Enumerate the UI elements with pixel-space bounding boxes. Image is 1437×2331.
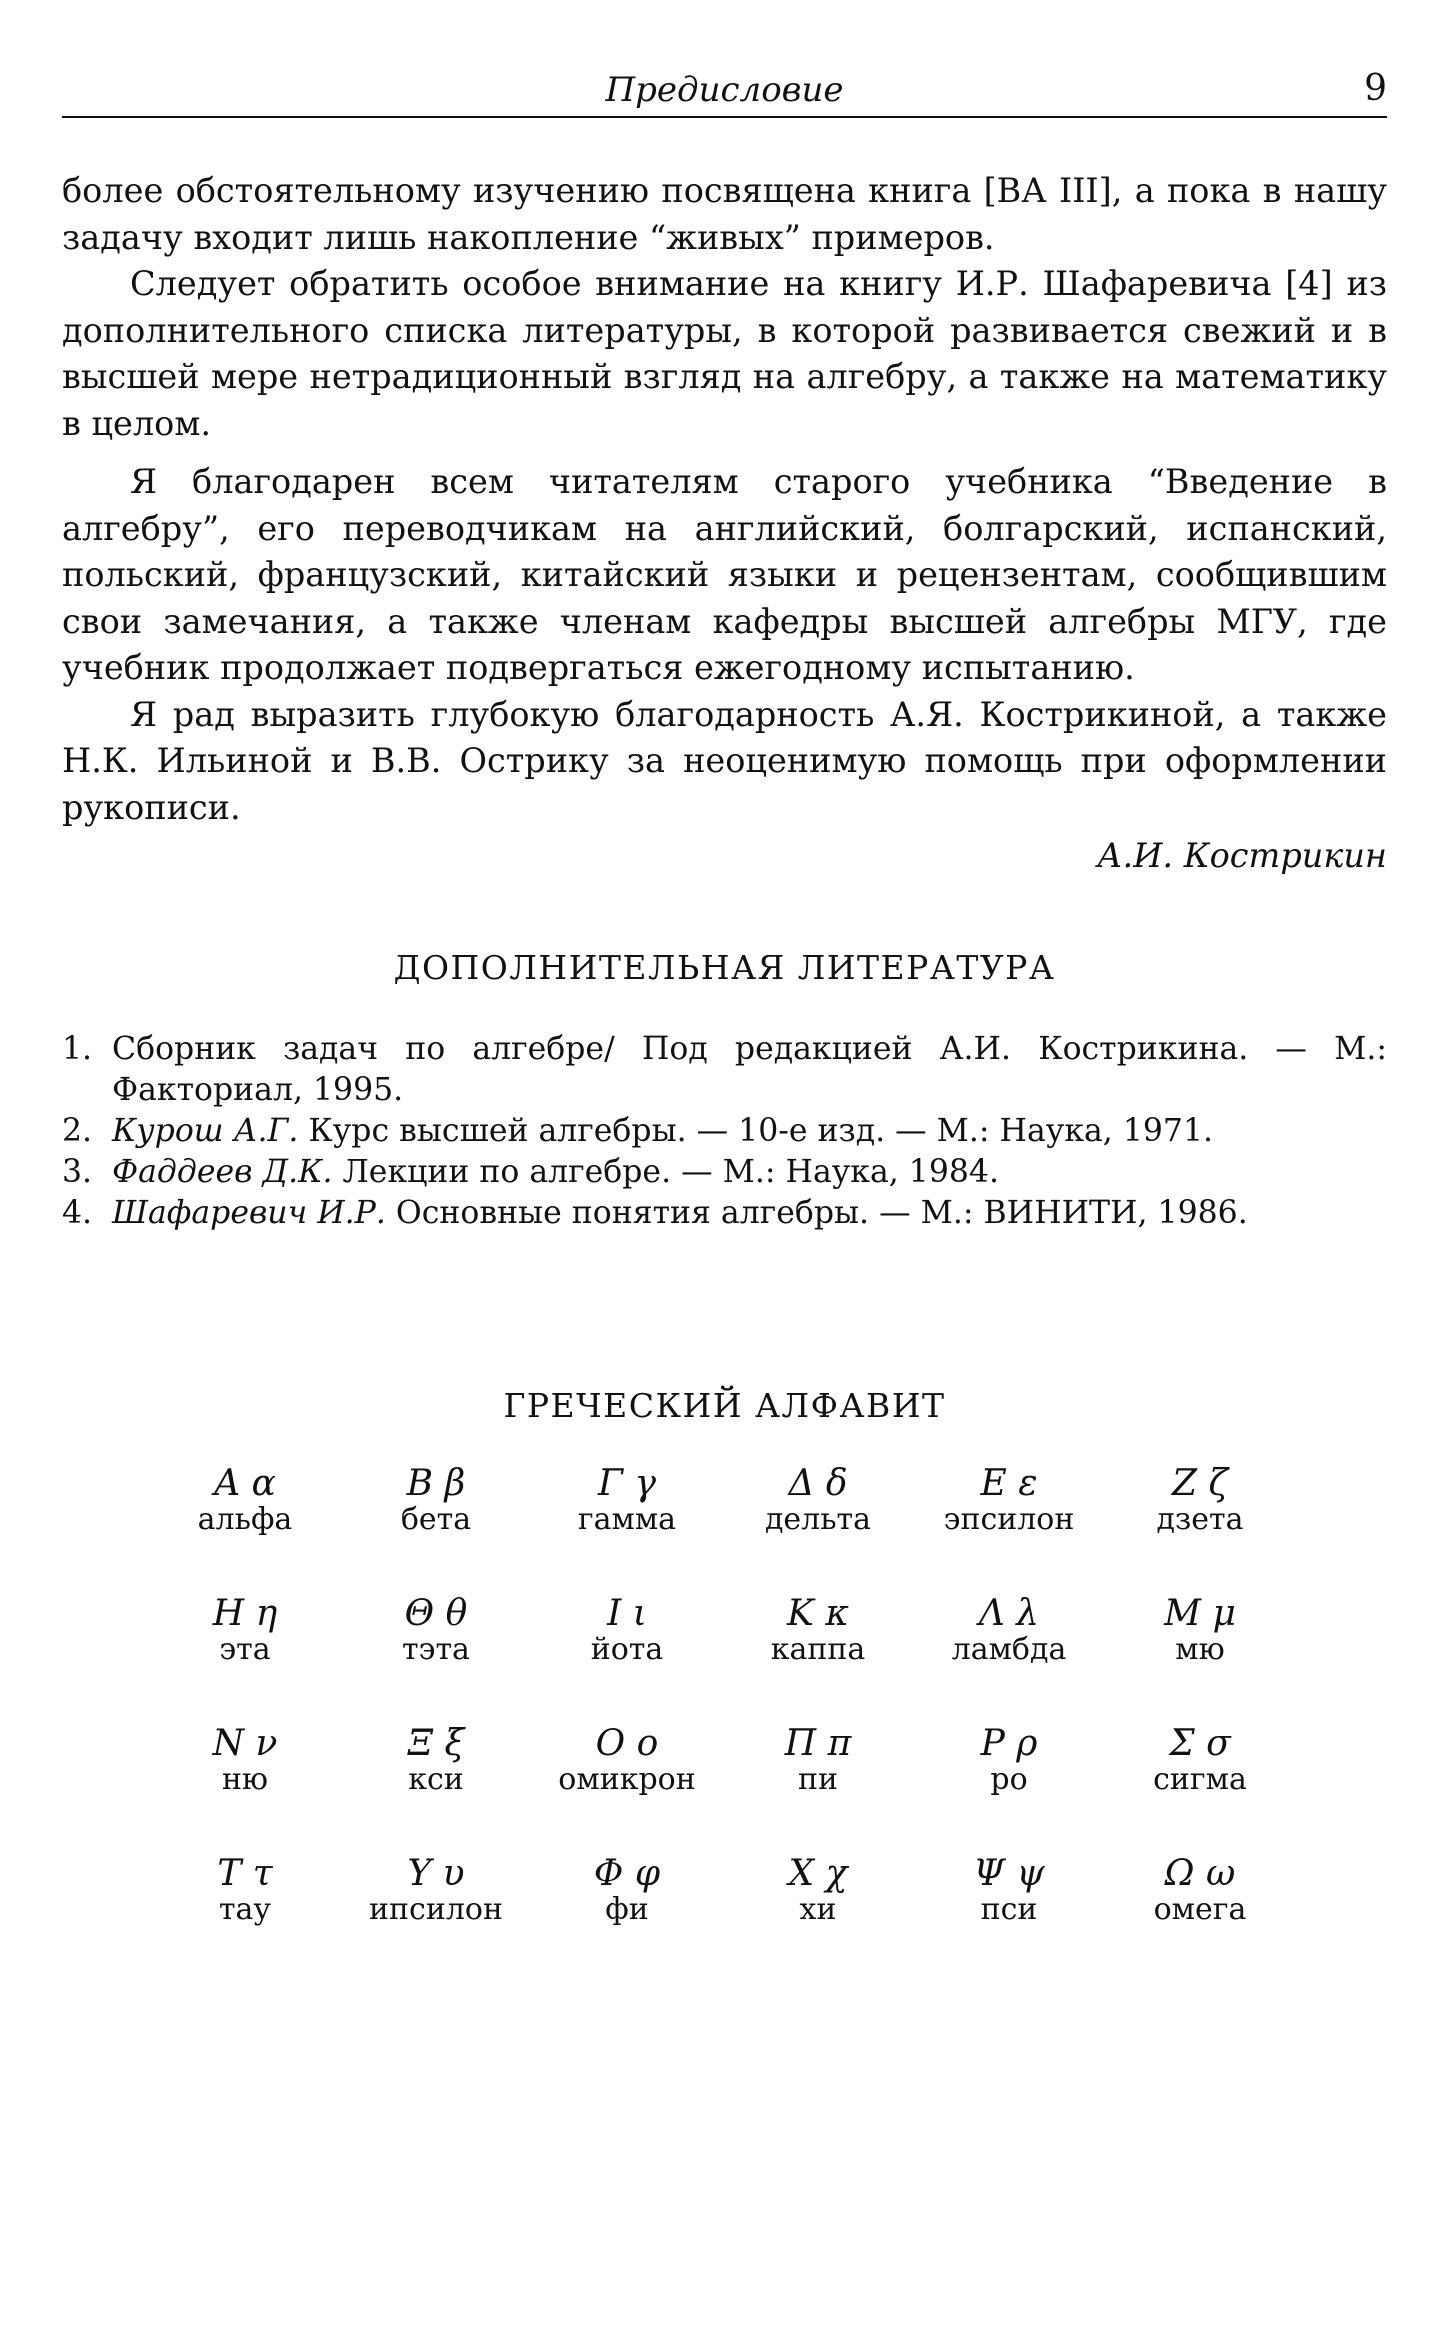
greek-letter-cell bbox=[359, 1462, 514, 1537]
reference-number: 4. bbox=[62, 1194, 93, 1231]
paragraph: Я рад выразить глубокую благодарность А.Я. Кострикиной, а также Н.К. Ильиной и В.В. Острику за неоценимую помощь при оформлении рукописи. bbox=[62, 694, 1387, 827]
greek-letter-cell bbox=[550, 1722, 705, 1797]
greek-letter-name: пси bbox=[980, 1891, 1038, 1927]
author-signature: А.И. Кострикин bbox=[1097, 836, 1387, 875]
greek-letter-cell bbox=[168, 1462, 323, 1537]
greek-letter-glyphs: Ζ ζ bbox=[1172, 1462, 1228, 1504]
greek-letter-glyphs: Ε ε bbox=[980, 1462, 1038, 1504]
reference-body: Сборник задач по алгебре/ Под редакцией А.И. Кострикина. — М.: Факториал, 1995. bbox=[112, 1030, 1387, 1108]
greek-letter-glyphs: Δ δ bbox=[788, 1462, 848, 1504]
reference-text bbox=[112, 1193, 1387, 1234]
greek-letter-glyphs: Β β bbox=[406, 1462, 466, 1504]
greek-letter-cell bbox=[932, 1722, 1087, 1797]
greek-letter-cell bbox=[550, 1462, 705, 1537]
greek-letter-name: мю bbox=[1175, 1631, 1225, 1667]
greek-letter-cell bbox=[1123, 1462, 1278, 1537]
greek-letter-glyphs: Ν ν bbox=[212, 1722, 278, 1764]
references-heading: ДОПОЛНИТЕЛЬНАЯ ЛИТЕРАТУРА bbox=[393, 947, 1056, 987]
reference-number: 1. bbox=[62, 1030, 93, 1067]
greek-alphabet-table bbox=[58, 1462, 1387, 1927]
reference-author: Курош А.Г. bbox=[112, 1112, 299, 1149]
greek-alphabet-heading: ГРЕЧЕСКИЙ АЛФАВИТ bbox=[503, 1385, 946, 1425]
greek-letter-name: хи bbox=[799, 1891, 837, 1927]
page-number: 9 bbox=[1364, 68, 1387, 109]
greek-letter-glyphs: Ρ ρ bbox=[980, 1722, 1038, 1764]
greek-letter-cell bbox=[1123, 1592, 1278, 1667]
reference-author: Фаддеев Д.К. bbox=[112, 1153, 333, 1190]
greek-letter-glyphs: Ι ι bbox=[607, 1592, 647, 1634]
greek-letter-glyphs: Γ γ bbox=[598, 1462, 656, 1504]
book-page bbox=[62, 60, 1387, 1927]
greek-letter-name: фи bbox=[605, 1891, 649, 1927]
greek-letter-glyphs: Η η bbox=[212, 1592, 278, 1634]
greek-letter-name: ро bbox=[990, 1761, 1028, 1797]
reference-body: Курс высшей алгебры. — 10-е изд. — М.: Наука, 1971. bbox=[298, 1112, 1214, 1149]
greek-letter-cell bbox=[550, 1592, 705, 1667]
greek-letter-cell bbox=[168, 1592, 323, 1667]
greek-letter-cell bbox=[741, 1852, 896, 1927]
greek-letter-name: ламбда bbox=[951, 1631, 1067, 1667]
paragraph: Следует обратить особое внимание на книгу И.Р. Шафаревича [4] из дополнительного списка литературы, в которой развивается свежий и в высшей мере нетрадиционный взгляд на алгебру, а также на математику в целом. bbox=[62, 264, 1387, 443]
greek-letter-cell bbox=[741, 1462, 896, 1537]
reference-text bbox=[112, 1111, 1387, 1152]
greek-letter-name: йота bbox=[590, 1631, 664, 1667]
reference-body: Основные понятия алгебры. — М.: ВИНИТИ, 1986. bbox=[385, 1194, 1248, 1231]
reference-list bbox=[62, 1029, 1387, 1234]
greek-letter-cell bbox=[1123, 1852, 1278, 1927]
preface-text bbox=[62, 168, 1387, 880]
greek-letter-glyphs: Υ υ bbox=[407, 1852, 465, 1894]
reference-item bbox=[62, 1029, 1387, 1111]
greek-letter-glyphs: Κ κ bbox=[787, 1592, 849, 1634]
greek-letter-glyphs: Α α bbox=[214, 1462, 276, 1504]
reference-number: 3. bbox=[62, 1153, 93, 1190]
reference-number: 2. bbox=[62, 1112, 93, 1149]
greek-letter-name: омега bbox=[1153, 1891, 1247, 1927]
greek-letter-glyphs: Ψ ψ bbox=[973, 1852, 1045, 1894]
reference-item bbox=[62, 1193, 1387, 1234]
greek-letter-cell bbox=[932, 1462, 1087, 1537]
greek-letter-cell bbox=[1123, 1722, 1278, 1797]
greek-letter-name: каппа bbox=[770, 1631, 866, 1667]
greek-letter-name: омикрон bbox=[558, 1761, 696, 1797]
greek-letter-name: кси bbox=[408, 1761, 464, 1797]
greek-letter-cell bbox=[359, 1852, 514, 1927]
greek-letter-cell bbox=[741, 1592, 896, 1667]
greek-letter-name: сигма bbox=[1153, 1761, 1247, 1797]
greek-letter-name: пи bbox=[798, 1761, 838, 1797]
paragraph: Я благодарен всем читателям старого учебника “Введение в алгебру”, его переводчикам на английский, болгарский, испанский, польский, французский, китайский языки и рецензентам, сообщившим свои замечания, а также членам кафедры высшей алгебры МГУ, где учебник продолжает подвергаться ежегодному испытанию. bbox=[62, 462, 1387, 687]
greek-letter-name: дельта bbox=[764, 1501, 872, 1537]
greek-letter-glyphs: Λ λ bbox=[978, 1592, 1040, 1634]
greek-letter-glyphs: Χ χ bbox=[788, 1852, 848, 1894]
greek-letter-glyphs: Φ φ bbox=[593, 1852, 661, 1894]
greek-letter-cell bbox=[168, 1722, 323, 1797]
greek-letter-name: ипсилон bbox=[369, 1891, 503, 1927]
greek-letter-name: ню bbox=[221, 1761, 269, 1797]
reference-item bbox=[62, 1152, 1387, 1193]
greek-letter-name: эпсилон bbox=[943, 1501, 1075, 1537]
reference-text bbox=[112, 1152, 1387, 1193]
greek-letter-glyphs: Τ τ bbox=[217, 1852, 273, 1894]
greek-letter-name: дзета bbox=[1156, 1501, 1244, 1537]
greek-letter-cell bbox=[550, 1852, 705, 1927]
greek-letter-name: эта bbox=[219, 1631, 271, 1667]
greek-letter-glyphs: Θ θ bbox=[404, 1592, 468, 1634]
greek-letter-name: тэта bbox=[402, 1631, 470, 1667]
greek-letter-cell bbox=[359, 1722, 514, 1797]
reference-author: Шафаревич И.Р. bbox=[112, 1194, 386, 1231]
reference-body: Лекции по алгебре. — М.: Наука, 1984. bbox=[332, 1153, 999, 1190]
greek-letter-glyphs: Ω ω bbox=[1164, 1852, 1236, 1894]
greek-letter-glyphs: Ξ ξ bbox=[407, 1722, 465, 1764]
greek-letter-glyphs: Ο ο bbox=[595, 1722, 659, 1764]
greek-letter-name: гамма bbox=[577, 1501, 677, 1537]
greek-letter-cell bbox=[932, 1852, 1087, 1927]
greek-letter-glyphs: Π π bbox=[784, 1722, 852, 1764]
running-title: Предисловие bbox=[605, 70, 844, 110]
greek-letter-cell bbox=[741, 1722, 896, 1797]
reference-item bbox=[62, 1111, 1387, 1152]
greek-letter-name: тау bbox=[218, 1891, 272, 1927]
paragraph: более обстоятельному изучению посвящена книга [ВА III], а пока в нашу задачу входит лишь накопление “живых” примеров. bbox=[62, 171, 1387, 257]
greek-letter-name: бета bbox=[400, 1501, 472, 1537]
greek-letter-cell bbox=[168, 1852, 323, 1927]
greek-letter-glyphs: Μ μ bbox=[1164, 1592, 1236, 1634]
greek-letter-name: альфа bbox=[197, 1501, 293, 1537]
greek-letter-cell bbox=[359, 1592, 514, 1667]
running-header bbox=[62, 60, 1387, 118]
reference-text bbox=[112, 1029, 1387, 1111]
greek-letter-cell bbox=[932, 1592, 1087, 1667]
greek-letter-glyphs: Σ σ bbox=[1169, 1722, 1231, 1764]
